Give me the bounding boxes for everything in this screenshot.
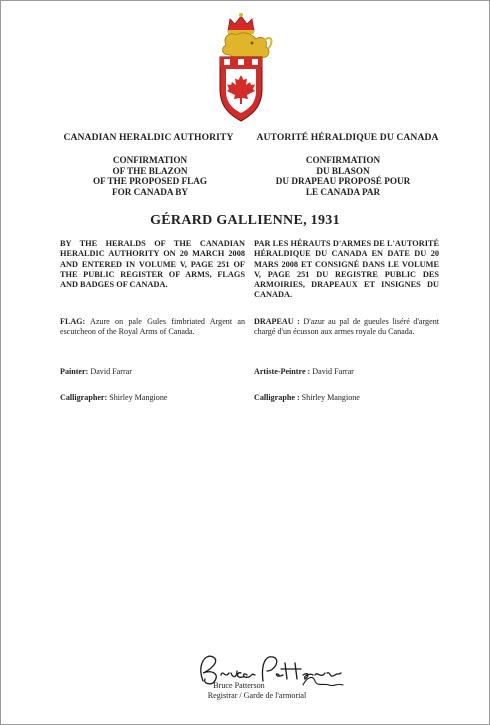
- confirmation-line: DU BLASON: [316, 165, 370, 176]
- signatory-name: Bruce Patterson: [213, 681, 265, 690]
- flag-text-en: Azure on pale Gules fimbriated Argent an escutcheon of the Royal Arms of Canada.: [60, 317, 245, 337]
- flag-text-fr: D'azur au pal de gueules liséré d'argent chargé d'un écusson aux armes royale du Canada.: [254, 317, 439, 337]
- flag-label-fr: DRAPEAU :: [254, 317, 300, 326]
- confirmation-line: FOR CANADA BY: [111, 186, 189, 197]
- signatory-title: Registrar / Garde de l'armorial: [207, 691, 307, 700]
- calligrapher-credit-en: [60, 393, 245, 403]
- crown-icon: [228, 13, 254, 34]
- statement-en: BY THE HERALDS OF THE CANADIAN HERALDIC AUTHORITY ON 20 MARCH 2008 AND ENTERED IN VOLUME V, PAGE 251 OF THE PUBLIC REGISTER OF ARMS, FLAGS AND BADGES OF CANADA.: [60, 239, 245, 290]
- confirmation-line: OF THE BLAZON: [112, 165, 188, 176]
- flag-blazon-en: [60, 317, 245, 338]
- calligrapher-label-fr: Calligraphe :: [254, 393, 300, 402]
- painter-credit-fr: [254, 367, 439, 377]
- painter-label-en: Painter:: [60, 367, 89, 376]
- confirmation-line: CONFIRMATION: [305, 155, 381, 165]
- confirmation-line: DU DRAPEAU PROPOSÉ POUR: [275, 176, 411, 186]
- flag-blazon-fr: [254, 317, 439, 338]
- authority-name-fr: AUTORITÉ HÉRALDIQUE DU CANADA: [256, 132, 439, 143]
- flag-label-en: FLAG:: [60, 317, 86, 326]
- authority-name-en: CANADIAN HERALDIC AUTHORITY: [63, 132, 234, 143]
- calligrapher-name-fr: Shirley Mangione: [301, 393, 360, 402]
- calligrapher-label-en: Calligrapher:: [60, 393, 108, 402]
- painter-label-fr: Artiste-Peintre :: [254, 367, 311, 376]
- statement-fr: PAR LES HÉRAUTS D'ARMES DE L'AUTORITÉ HÉRALDIQUE DU CANADA EN DATE DU 20 MARS 2008 ET CONSIGNÉ DANS LE VOLUME V, PAGE 251 DU REGISTRE PUBLIC DES ARMOIRIES, DRAPEAUX ET INSIGNES DU CANADA.: [254, 239, 439, 300]
- grantee-name: GÉRARD GALLIENNE, 1931: [150, 213, 340, 228]
- painter-name-fr: David Farrar: [312, 367, 354, 376]
- confirmation-heading-fr: [243, 155, 443, 197]
- confirmation-line: LE CANADA PAR: [305, 186, 381, 197]
- painter-credit-en: [60, 367, 245, 377]
- heraldic-authority-badge-icon: [206, 11, 276, 123]
- confirmation-line: OF THE PROPOSED FLAG: [92, 176, 208, 186]
- painter-name-en: David Farrar: [90, 367, 132, 376]
- confirmation-heading-en: [50, 155, 250, 197]
- calligrapher-credit-fr: [254, 393, 439, 403]
- calligrapher-name-en: Shirley Mangione: [109, 393, 168, 402]
- confirmation-line: CONFIRMATION: [112, 155, 188, 165]
